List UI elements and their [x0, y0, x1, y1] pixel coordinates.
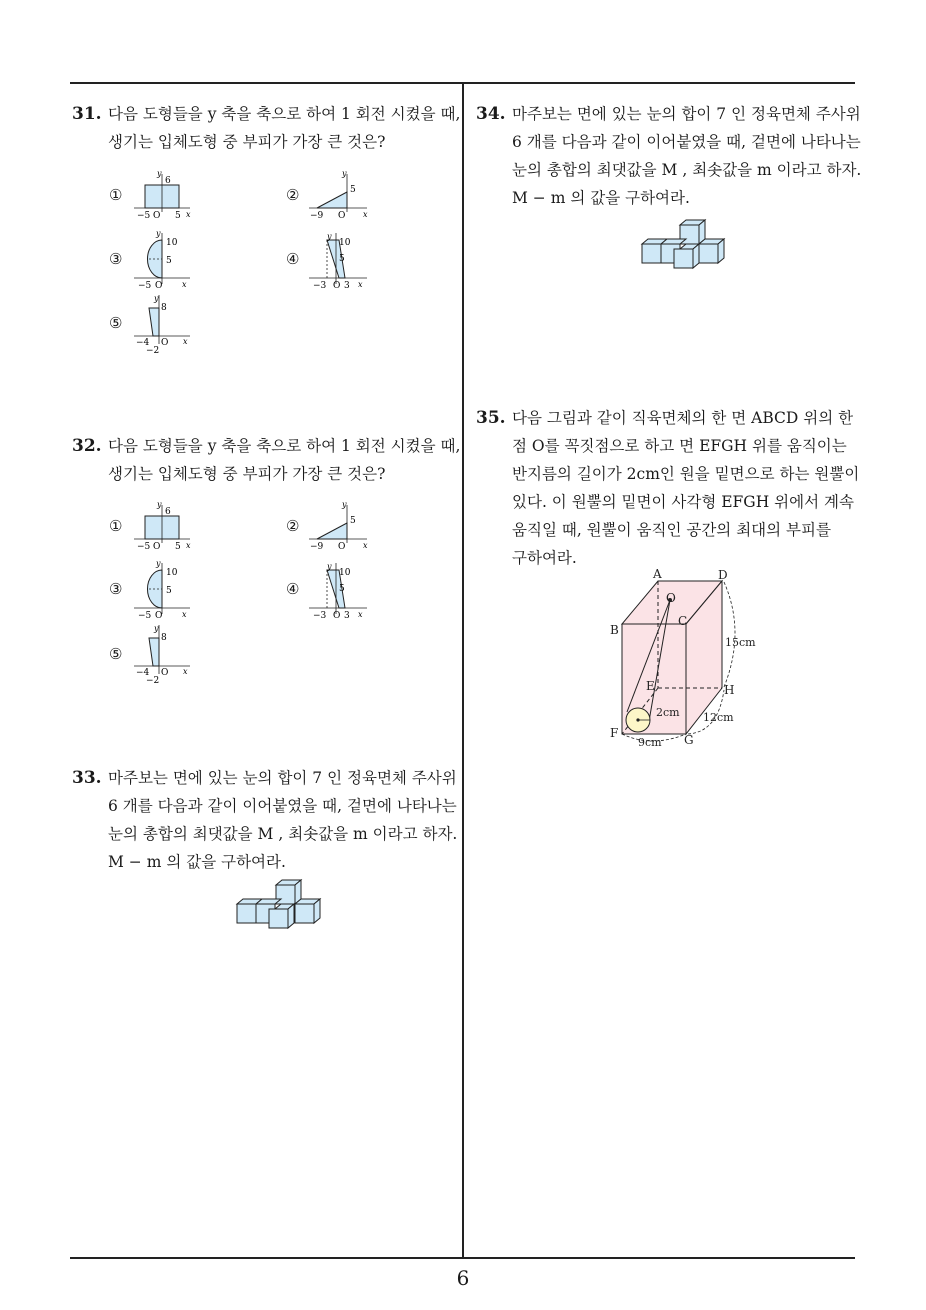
- svg-text:x: x: [182, 610, 187, 619]
- svg-text:x: x: [358, 610, 363, 619]
- svg-text:10: 10: [166, 568, 178, 578]
- option-5-label[interactable]: ⑤: [109, 645, 123, 663]
- option-5-label[interactable]: ⑤: [109, 314, 123, 332]
- option-1-label[interactable]: ①: [109, 186, 123, 204]
- svg-text:x: x: [182, 280, 187, 289]
- svg-text:O: O: [153, 542, 161, 551]
- svg-text:O: O: [153, 211, 161, 220]
- graph-2-2: [305, 501, 375, 551]
- svg-text:10: 10: [339, 238, 351, 248]
- svg-text:5: 5: [350, 185, 356, 195]
- problem-35: [476, 404, 861, 572]
- svg-text:12cm: 12cm: [703, 711, 734, 724]
- svg-text:D: D: [718, 568, 728, 582]
- svg-text:O: O: [338, 542, 346, 551]
- svg-text:8: 8: [161, 633, 167, 643]
- svg-text:6: 6: [165, 507, 171, 517]
- graph-1-2: [305, 170, 375, 220]
- svg-text:G: G: [684, 733, 694, 747]
- problem-text: 마주보는 면에 있는 눈의 합이 7 인 정육면체 주사위 6 개를 다음과 같이 이어붙였을 때, 겉면에 나타나는 눈의 총합의 최댓값을 M , 최솟값을 m 이라고 하자. M − m 의 값을 구하여라.: [108, 769, 458, 871]
- svg-text:−4: −4: [136, 338, 150, 348]
- svg-text:3: 3: [344, 611, 350, 621]
- svg-text:y: y: [342, 501, 347, 509]
- svg-text:O: O: [155, 611, 163, 621]
- svg-text:−9: −9: [310, 542, 324, 551]
- svg-text:15cm: 15cm: [725, 636, 756, 649]
- graph-2-3: [130, 560, 200, 622]
- svg-text:x: x: [186, 541, 191, 550]
- svg-text:9cm: 9cm: [638, 736, 662, 749]
- option-2-label[interactable]: ②: [286, 186, 300, 204]
- page-number: 6: [456, 1266, 470, 1290]
- svg-text:O: O: [338, 211, 346, 220]
- svg-text:O: O: [666, 591, 676, 605]
- svg-text:x: x: [363, 210, 368, 219]
- option-3-label[interactable]: ③: [109, 580, 123, 598]
- svg-text:y: y: [327, 232, 332, 241]
- problem-text: 다음 도형들을 y 축을 축으로 하여 1 회전 시켰을 때, 생기는 입체도형 중 부피가 가장 큰 것은?: [108, 437, 461, 483]
- svg-text:x: x: [183, 337, 188, 346]
- svg-text:−5: −5: [138, 281, 152, 291]
- svg-text:−9: −9: [310, 211, 324, 220]
- option-2-label[interactable]: ②: [286, 517, 300, 535]
- svg-text:−2: −2: [146, 346, 160, 354]
- problem-32: [72, 432, 461, 488]
- svg-text:y: y: [157, 501, 162, 509]
- svg-text:−5: −5: [137, 211, 151, 220]
- problem-number: 34.: [476, 104, 506, 124]
- svg-text:O: O: [333, 611, 341, 621]
- svg-text:5: 5: [175, 211, 181, 220]
- svg-text:C: C: [678, 614, 688, 628]
- svg-text:x: x: [183, 667, 188, 676]
- svg-text:−2: −2: [146, 676, 160, 684]
- svg-text:10: 10: [166, 238, 178, 248]
- svg-text:y: y: [327, 562, 332, 571]
- svg-text:O: O: [161, 338, 169, 348]
- cuboid-cone-figure: [600, 562, 780, 782]
- svg-text:5: 5: [339, 254, 345, 264]
- svg-text:y: y: [154, 294, 159, 303]
- svg-text:−3: −3: [313, 281, 327, 291]
- problem-33: [72, 764, 457, 876]
- svg-text:y: y: [156, 560, 161, 568]
- cube-figure-34: [636, 214, 732, 272]
- problem-number: 31.: [72, 104, 102, 124]
- svg-text:O: O: [155, 281, 163, 291]
- svg-text:5: 5: [175, 542, 181, 551]
- option-1-label[interactable]: ①: [109, 517, 123, 535]
- svg-text:8: 8: [161, 303, 167, 313]
- svg-text:5: 5: [339, 584, 345, 594]
- svg-text:−5: −5: [138, 611, 152, 621]
- svg-text:y: y: [156, 230, 161, 238]
- option-4-label[interactable]: ④: [286, 580, 300, 598]
- column-divider: [462, 83, 464, 1258]
- problem-text: 다음 도형들을 y 축을 축으로 하여 1 회전 시켰을 때, 생기는 입체도형 중 부피가 가장 큰 것은?: [108, 105, 461, 151]
- option-4-label[interactable]: ④: [286, 250, 300, 268]
- option-3-label[interactable]: ③: [109, 250, 123, 268]
- svg-text:6: 6: [165, 176, 171, 186]
- graph-2-1: [130, 501, 200, 551]
- svg-text:3: 3: [344, 281, 350, 291]
- svg-text:x: x: [363, 541, 368, 550]
- svg-text:O: O: [161, 668, 169, 678]
- svg-text:y: y: [154, 624, 159, 633]
- svg-text:A: A: [653, 567, 662, 581]
- problem-number: 32.: [72, 436, 102, 456]
- svg-text:y: y: [342, 170, 347, 178]
- svg-text:10: 10: [339, 568, 351, 578]
- graph-1-5: [130, 292, 200, 354]
- bottom-rule: [70, 1257, 855, 1259]
- svg-text:O: O: [333, 281, 341, 291]
- problem-number: 35.: [476, 408, 506, 428]
- problem-text: 다음 그림과 같이 직육면체의 한 면 ABCD 위의 한 점 O를 꼭짓점으로 하고 면 EFGH 위를 움직이는 반지름의 길이가 2cm인 원을 밑면으로 하는 원뿔이 있다. 이 원뿔의 밑면이 사각형 EFGH 위에서 계속 움직일 때, 원뿔이 움직인 공간의 최대의 부피를 구하여라.: [512, 409, 860, 567]
- svg-text:F: F: [610, 726, 619, 740]
- svg-text:5: 5: [166, 586, 172, 596]
- svg-text:5: 5: [350, 516, 356, 526]
- problem-number: 33.: [72, 768, 102, 788]
- svg-text:E: E: [646, 679, 655, 693]
- svg-text:−5: −5: [137, 542, 151, 551]
- graph-2-4: [305, 560, 375, 622]
- svg-text:H: H: [724, 683, 735, 697]
- graph-1-1: [130, 170, 200, 220]
- svg-text:y: y: [157, 170, 162, 178]
- graph-1-4: [305, 230, 375, 292]
- svg-text:−4: −4: [136, 668, 150, 678]
- cube-figure-33: [232, 876, 327, 932]
- problem-31: [72, 100, 461, 156]
- svg-text:2cm: 2cm: [656, 706, 680, 719]
- graph-1-3: [130, 230, 200, 292]
- svg-text:−3: −3: [313, 611, 327, 621]
- problem-text: 마주보는 면에 있는 눈의 합이 7 인 정육면체 주사위 6 개를 다음과 같이 이어붙였을 때, 겉면에 나타나는 눈의 총합의 최댓값을 M , 최솟값을 m 이라고 하자. M − m 의 값을 구하여라.: [512, 105, 862, 207]
- svg-text:B: B: [610, 623, 619, 637]
- svg-text:5: 5: [166, 256, 172, 266]
- graph-2-5: [130, 622, 200, 684]
- svg-text:x: x: [358, 280, 363, 289]
- problem-34: [476, 100, 861, 212]
- svg-text:x: x: [186, 210, 191, 219]
